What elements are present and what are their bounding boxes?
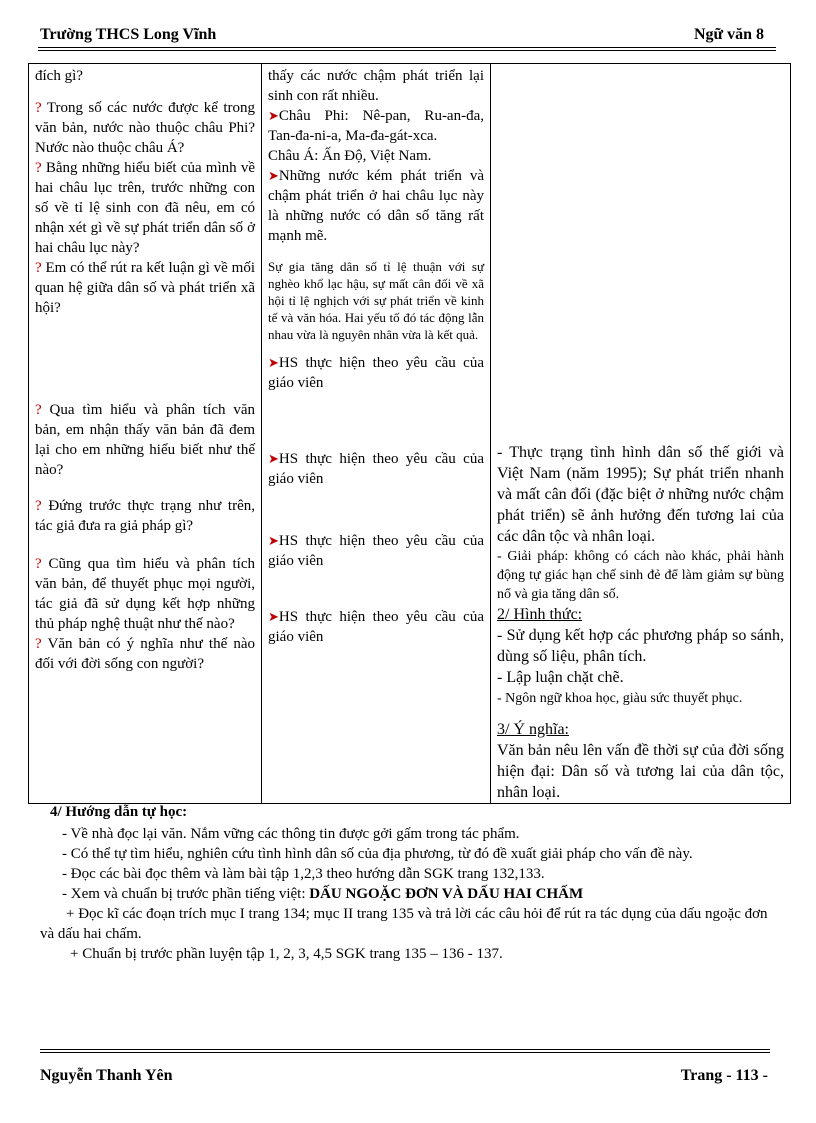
homework-item: + Chuẩn bị trước phần luyện tập 1, 2, 3, 4,5 SGK trang 135 – 136 - 137. xyxy=(70,946,503,962)
question-text: Văn bản có ý nghĩa như thế nào đối với đời sống con người? xyxy=(35,636,255,672)
questions-column xyxy=(29,64,262,804)
content-text: - Sử dụng kết hợp các phương pháp so sánh, dùng số liệu, phân tích. xyxy=(497,627,784,665)
footer-author: Nguyễn Thanh Yên xyxy=(40,1067,173,1084)
question-icon: ? xyxy=(35,498,42,514)
answer-text: HS thực hiện theo yêu cầu của giáo viên xyxy=(268,533,484,569)
answer-text: Châu Phi: Nê-pan, Ru-an-đa, Tan-đa-ni-a, Ma-đa-gát-xca. xyxy=(268,108,484,144)
question-item xyxy=(35,634,255,674)
answer-text: HS thực hiện theo yêu cầu của giáo viên xyxy=(268,355,484,391)
answers-column xyxy=(262,64,491,804)
answer-item xyxy=(268,531,484,571)
answer-text: Châu Á: Ấn Độ, Việt Nam. xyxy=(268,148,432,164)
question-icon: ? xyxy=(35,100,42,116)
question-text: đích gì? xyxy=(35,68,83,84)
footer-divider xyxy=(40,1049,770,1050)
homework-item xyxy=(40,884,780,904)
arrow-icon: ➤ xyxy=(268,108,279,123)
question-item xyxy=(35,158,255,258)
answer-item xyxy=(268,353,484,393)
question-item xyxy=(35,554,255,634)
footer-page-number: Trang - 113 - xyxy=(680,1067,768,1084)
arrow-icon: ➤ xyxy=(268,451,279,466)
answer-item xyxy=(268,607,484,647)
homework-item: - Đọc các bài đọc thêm và làm bài tập 1,2,3 theo hướng dẫn SGK trang 132,133. xyxy=(62,866,545,882)
arrow-icon: ➤ xyxy=(268,168,279,183)
question-item xyxy=(35,496,255,536)
arrow-icon: ➤ xyxy=(268,533,279,548)
answer-text: Sự gia tăng dân số tỉ lệ thuận với sự nghèo khổ lạc hậu, sự mất cân đối về xã hội tỉ lệ nghịch với sự phát triển về kinh tế và văn hóa. Hai yếu tố đó tác động lẫn nhau vừa là nguyên nhân vừa là kết quả. xyxy=(268,259,484,342)
homework-item: - Về nhà đọc lại văn. Nắm vững các thông tin được gởi gấm trong tác phẩm. xyxy=(62,826,520,842)
question-text: Đứng trước thực trạng như trên, tác giả đưa ra giả pháp gì? xyxy=(35,498,255,534)
arrow-icon: ➤ xyxy=(268,609,279,624)
question-item xyxy=(35,98,255,158)
content-text: - Ngôn ngữ khoa học, giàu sức thuyết phục. xyxy=(497,691,743,706)
homework-text: - Xem và chuẩn bị trước phần tiếng việt: xyxy=(62,886,310,902)
answer-item xyxy=(268,106,484,146)
answer-text: thấy các nước chậm phát triển lại sinh con rất nhiều. xyxy=(268,68,484,104)
table-row xyxy=(29,64,791,804)
content-text: - Thực trạng tình hình dân số thế giới và Việt Nam (năm 1995); Sự phát triển nhanh và mất cân đối (đặc biệt ở những nước chậm phát triển) sẽ ảnh hưởng đến tương lai của các dân tộc và nhân loại. xyxy=(497,444,784,545)
question-text: Cũng qua tìm hiểu và phân tích văn bản, để thuyết phục mọi người, tác giả đã sử dụng kết hợp những thủ pháp nghệ thuật như thế nào? xyxy=(35,556,255,632)
answer-text: HS thực hiện theo yêu cầu của giáo viên xyxy=(268,451,484,487)
question-text: Em có thể rút ra kết luận gì về mối quan hệ giữa dân số và phát triển xã hội? xyxy=(35,260,255,316)
question-icon: ? xyxy=(35,402,42,418)
homework-item: - Có thể tự tìm hiểu, nghiên cứu tình hình dân số của địa phương, từ đó đề xuất giải pháp cho vấn đề này. xyxy=(62,846,693,862)
answer-item xyxy=(268,449,484,489)
question-icon: ? xyxy=(35,636,42,652)
content-text: Văn bản nêu lên vấn đề thời sự của đời sống hiện đại: Dân số và tương lai của dân tộc, nhân loại. xyxy=(497,742,784,801)
homework-title: 4/ Hướng dẫn tự học: xyxy=(50,804,188,820)
homework-topic: DẤU NGOẶC ĐƠN VÀ DẤU HAI CHẤM xyxy=(309,886,584,902)
answer-text: Những nước kém phát triển và chậm phát triển ở hai châu lục này là những nước có dân số tăng rất mạnh mẽ. xyxy=(268,168,484,244)
question-icon: ? xyxy=(35,556,42,572)
section-heading: 3/ Ý nghĩa: xyxy=(497,721,569,738)
question-icon: ? xyxy=(35,260,42,276)
question-item xyxy=(35,400,255,480)
header-subject: Ngữ văn 8 xyxy=(693,26,764,43)
homework-item: + Đọc kĩ các đoạn trích mục I trang 134; mục II trang 135 và trả lời các câu hỏi để rút ra tác dụng của dấu ngoặc đơn và dấu hai chấm. xyxy=(40,906,768,942)
question-text: Trong số các nước được kể trong văn bản, nước nào thuộc châu Phi? Nước nào thuộc châu Á? xyxy=(35,100,256,156)
header-divider xyxy=(38,50,776,51)
footer-divider xyxy=(40,1052,770,1053)
question-item xyxy=(35,258,255,318)
question-text: Bằng những hiểu biết của mình về hai châu lục trên, trước những con số về tỉ lệ sinh con đã nêu, em có nhận xét gì về sự phát triển dân số ở hai châu lục này? xyxy=(35,160,255,256)
header-school: Trường THCS Long Vĩnh xyxy=(40,26,217,43)
arrow-icon: ➤ xyxy=(268,355,279,370)
content-text: - Lập luận chặt chẽ. xyxy=(497,669,624,686)
answer-item xyxy=(268,166,484,246)
lesson-table xyxy=(28,63,791,804)
section-heading: 2/ Hình thức: xyxy=(497,606,583,623)
homework-section xyxy=(40,802,780,964)
content-column xyxy=(491,64,791,804)
answer-text: HS thực hiện theo yêu cầu của giáo viên xyxy=(268,609,484,645)
content-text: - Giải pháp: không có cách nào khác, phải hành động tự giác hạn chế sinh đẻ để làm giảm sự bùng nổ và gia tăng dân số. xyxy=(497,549,784,602)
question-text: Qua tìm hiểu và phân tích văn bản, em nhận thấy văn bản đã đem lại cho em những hiểu biết như thế nào? xyxy=(35,402,256,478)
header-divider xyxy=(38,47,776,48)
question-icon: ? xyxy=(35,160,42,176)
